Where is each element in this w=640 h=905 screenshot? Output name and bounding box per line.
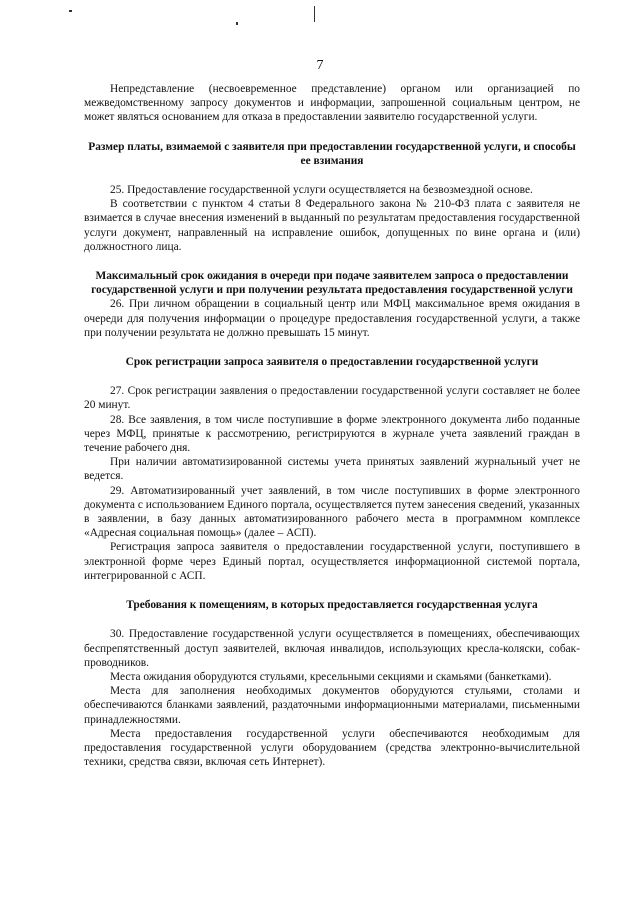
paragraph-27: 27. Срок регистрации заявления о предоставлении государственной услуги составляет не более 20 минут. bbox=[84, 385, 580, 412]
scan-speck bbox=[314, 6, 315, 22]
paragraph-26: 26. При личном обращении в социальный центр или МФЦ максимальное время ожидания в очереди для получения информации о процедуре предоставления государственной услуги, а также при получении результата не должно превышать 15 минут. bbox=[84, 298, 580, 339]
scan-speck bbox=[236, 22, 238, 25]
page-number: 7 bbox=[316, 58, 324, 73]
paragraph-intro: Непредставление (несвоевременное представление) органом или организацией по межведомственному запросу документов и информации, запрошенной социальным центром, не может являться основанием для отказа в предоставлении заявителю государственной услуги. bbox=[84, 83, 580, 124]
paragraph-28: 28. Все заявления, в том числе поступившие в форме электронного документа либо поданные через МФЦ, принятые к рассмотрению, регистрируются в журнале учета заявлений граждан в течение рабочего дня. bbox=[84, 413, 580, 455]
paragraph-29: 29. Автоматизированный учет заявлений, в том числе поступивших в форме электронного документа с использованием Единого портала, осуществляется путем занесения сведений, указанных в заявлении, в базу данных автоматизированного рабочего места в программном комплексе «Адресная социальная помощь» (далее – АСП). bbox=[84, 484, 580, 540]
paragraph-28-cont: При наличии автоматизированной системы учета принятых заявлений журнальный учет не ведется. bbox=[84, 456, 580, 483]
paragraph-30: 30. Предоставление государственной услуги осуществляется в помещениях, обеспечивающих беспрепятственный доступ заявителей, включая инвалидов, использующих кресла-коляски, собак-проводников. bbox=[84, 628, 580, 669]
heading-registration: Срок регистрации запроса заявителя о предоставлении государственной услуги bbox=[125, 356, 539, 369]
paragraph-25-cont: В соответствии с пунктом 4 статьи 8 Федерального закона № 210-ФЗ плата с заявителя не взимается в случае внесения изменений в выданный по результатам предоставления государственной услуги документ, направленный на исправление ошибок, допущенных по вине органа и (или) должностного лица. bbox=[84, 198, 580, 253]
heading-queue: Максимальный срок ожидания в очереди при подаче заявителем запроса о предоставлении государственной услуги и при получении результата предоставления государственной услуги bbox=[91, 270, 573, 297]
paragraph-25: 25. Предоставление государственной услуги осуществляется на безвозмездной основе. bbox=[110, 184, 533, 197]
document-body bbox=[84, 82, 580, 769]
heading-fee: Размер платы, взимаемой с заявителя при предоставлении государственной услуги, и способы ее взимания bbox=[88, 140, 576, 167]
scan-speck bbox=[69, 10, 72, 12]
paragraph-29-cont: Регистрация запроса заявителя о предоставлении государственной услуги, поступившего в электронной форме через Единый портал, осуществляется информационной системой портала, интегрированной с АСП. bbox=[84, 541, 580, 582]
heading-premises: Требования к помещениям, в которых предоставляется государственная услуга bbox=[126, 599, 538, 612]
paragraph-30-waiting: Места ожидания оборудуются стульями, кресельными секциями и скамьями (банкетками). bbox=[110, 670, 552, 683]
paragraph-30-equipment: Места предоставления государственной услуги обеспечиваются необходимым для предоставления государственной услуги оборудованием (средства электронно-вычислительной техники, средства связи, включая сеть Интернет). bbox=[84, 727, 580, 769]
paragraph-30-forms: Места для заполнения необходимых документов оборудуются стульями, столами и обеспечиваются бланками заявлений, раздаточными информационными материалами, письменными принадлежностями. bbox=[84, 685, 580, 726]
